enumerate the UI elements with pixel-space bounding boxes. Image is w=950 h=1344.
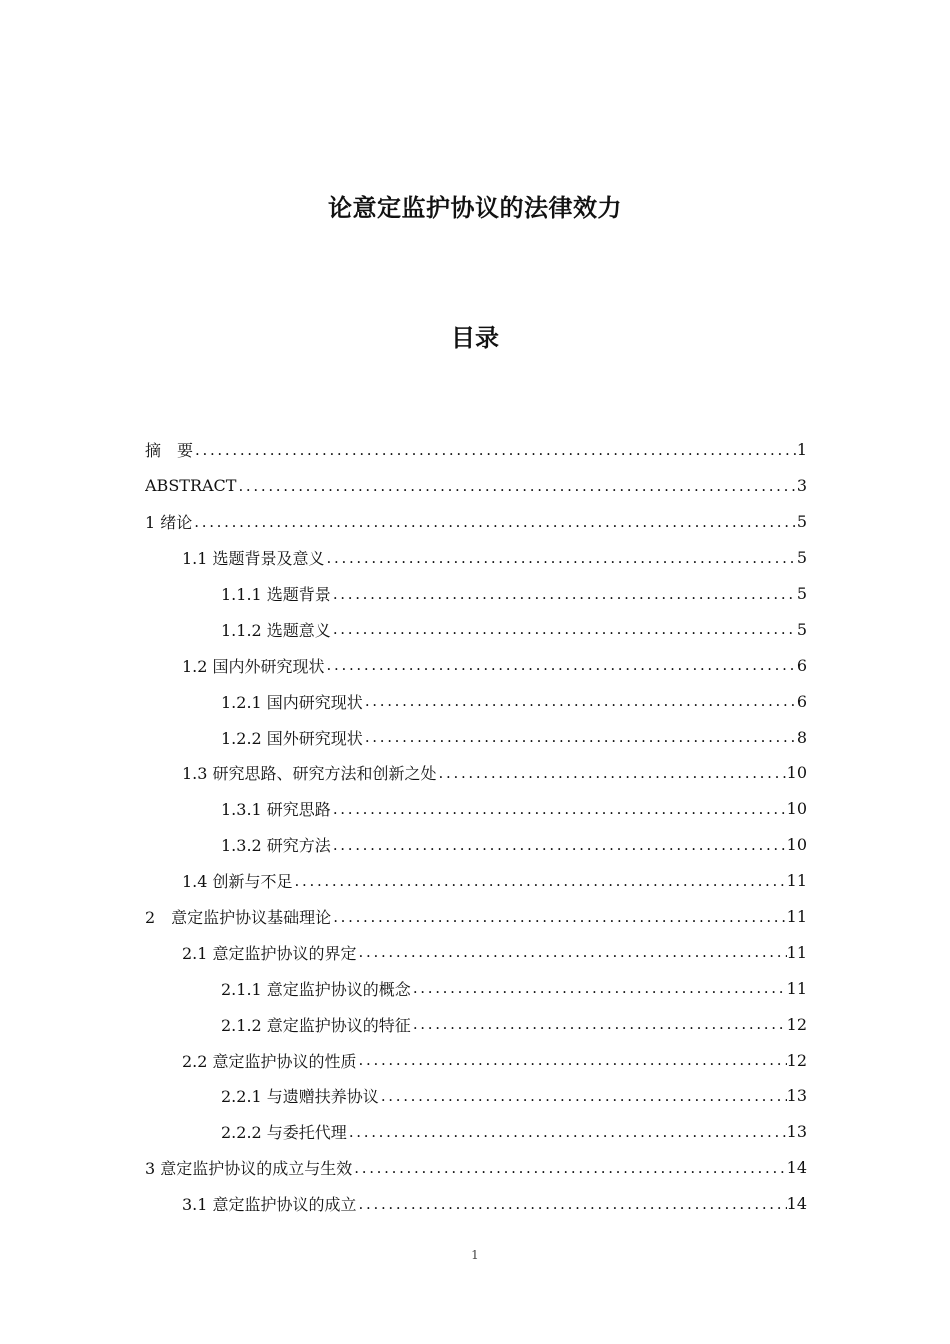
toc-entry-label: 1.3.2 研究方法 [221,836,331,856]
toc-entry-page: 6 [796,655,807,675]
toc-entry[interactable] [145,827,807,863]
toc-entry-label: 2.2.2 与委托代理 [221,1123,347,1143]
toc-entry[interactable] [145,970,807,1006]
toc-entry[interactable] [145,611,807,647]
page-number: 1 [471,1248,479,1262]
toc-entry-label: 2.1.2 意定监护协议的特征 [221,1015,411,1035]
toc-entry-page: 11 [786,978,807,998]
toc-leader-dots [236,477,796,495]
toc-entry-label: 1.2 国内外研究现状 [182,656,325,676]
toc-entry-label: 1.4 创新与不足 [182,872,293,892]
toc-entry-page: 8 [796,727,807,747]
toc-entry[interactable] [145,1150,807,1186]
document-title: 论意定监护协议的法律效力 [328,194,622,222]
toc-entry-label: 1.2.2 国外研究现状 [221,728,363,748]
toc-entry-page: 3 [796,476,807,496]
toc-entry-label: ABSTRACT [145,476,237,496]
toc-entry-page: 11 [786,907,807,927]
toc-entry[interactable] [145,719,807,755]
toc-entry-label: 2.2.1 与遗赠扶养协议 [221,1087,379,1107]
toc-entry[interactable] [145,1006,807,1042]
toc-entry-page: 5 [796,548,807,568]
toc-entry-label: 2.1 意定监护协议的界定 [182,943,357,963]
toc-entry-page: 10 [786,763,807,783]
toc-entry-label: 1.1 选题背景及意义 [182,549,325,569]
toc-entry[interactable] [145,647,807,683]
toc-entry-label: 1.2.1 国内研究现状 [221,692,363,712]
toc-entry-label: 1 绪论 [145,513,193,533]
toc-entry-page: 5 [796,619,807,639]
toc-entry[interactable] [145,683,807,719]
toc-leader-dots [325,549,797,567]
toc-leader-dots [379,1087,787,1105]
toc-entry-page: 14 [786,1194,807,1214]
toc-entry-page: 11 [786,942,807,962]
toc-entry-label: 2.1.1 意定监护协议的概念 [221,979,411,999]
toc-entry-label: 1.3.1 研究思路 [221,800,331,820]
toc-entry-page: 11 [786,871,807,891]
toc-entry-label: 2 意定监护协议基础理论 [145,908,332,928]
toc-leader-dots [192,513,797,531]
toc-entry-label: 2.2 意定监护协议的性质 [182,1051,357,1071]
toc-entry[interactable] [145,432,807,468]
toc-leader-dots [293,872,787,890]
toc-leader-dots [357,1051,787,1069]
toc-leader-dots [363,692,797,710]
toc-entry-page: 12 [786,1014,807,1034]
toc-entry-page: 10 [786,799,807,819]
toc-entry[interactable] [145,540,807,576]
toc-entry-page: 13 [786,1086,807,1106]
toc-entry[interactable] [145,1042,807,1078]
toc-entry[interactable] [145,791,807,827]
toc-entry-label: 摘 要 [145,441,194,461]
toc-entry[interactable] [145,1078,807,1114]
toc-entry[interactable] [145,863,807,899]
toc-leader-dots [357,1195,787,1213]
toc-entry-page: 13 [786,1122,807,1142]
toc-entry-page: 1 [796,440,807,460]
toc-entry[interactable] [145,934,807,970]
toc-leader-dots [347,1123,787,1141]
toc-leader-dots [352,1159,786,1177]
toc-leader-dots [363,728,797,746]
toc-entry[interactable] [145,1186,807,1222]
toc-entry-page: 10 [786,835,807,855]
toc-entry-label: 1.1.1 选题背景 [221,585,331,604]
toc-entry[interactable] [145,899,807,935]
toc-leader-dots [331,836,787,854]
toc-entry-page: 5 [796,584,807,603]
toc-leader-dots [331,585,797,603]
toc-entry[interactable] [145,755,807,791]
toc-leader-dots [411,979,787,997]
toc-entry-label: 3 意定监护协议的成立与生效 [145,1159,353,1179]
toc-entry-page: 14 [786,1158,807,1178]
toc-heading: 目录 [451,324,499,352]
toc-entry-page: 5 [796,512,807,532]
toc-leader-dots [325,656,797,674]
toc-entry[interactable] [145,576,807,612]
toc-entry[interactable] [145,504,807,540]
toc-entry[interactable] [145,1114,807,1150]
toc-entry-label: 3.1 意定监护协议的成立 [182,1195,357,1215]
toc-leader-dots [193,441,797,459]
toc-entry-label: 1.3 研究思路、研究方法和创新之处 [182,764,437,784]
toc-entry-label: 1.1.2 选题意义 [221,620,331,640]
table-of-contents [145,432,807,1222]
toc-leader-dots [357,943,787,961]
toc-leader-dots [331,908,786,926]
toc-leader-dots [331,800,787,818]
toc-leader-dots [331,620,797,638]
toc-leader-dots [437,764,787,782]
toc-entry[interactable] [145,468,807,504]
toc-leader-dots [411,1015,787,1033]
toc-entry-page: 6 [796,691,807,711]
toc-entry-page: 12 [786,1050,807,1070]
